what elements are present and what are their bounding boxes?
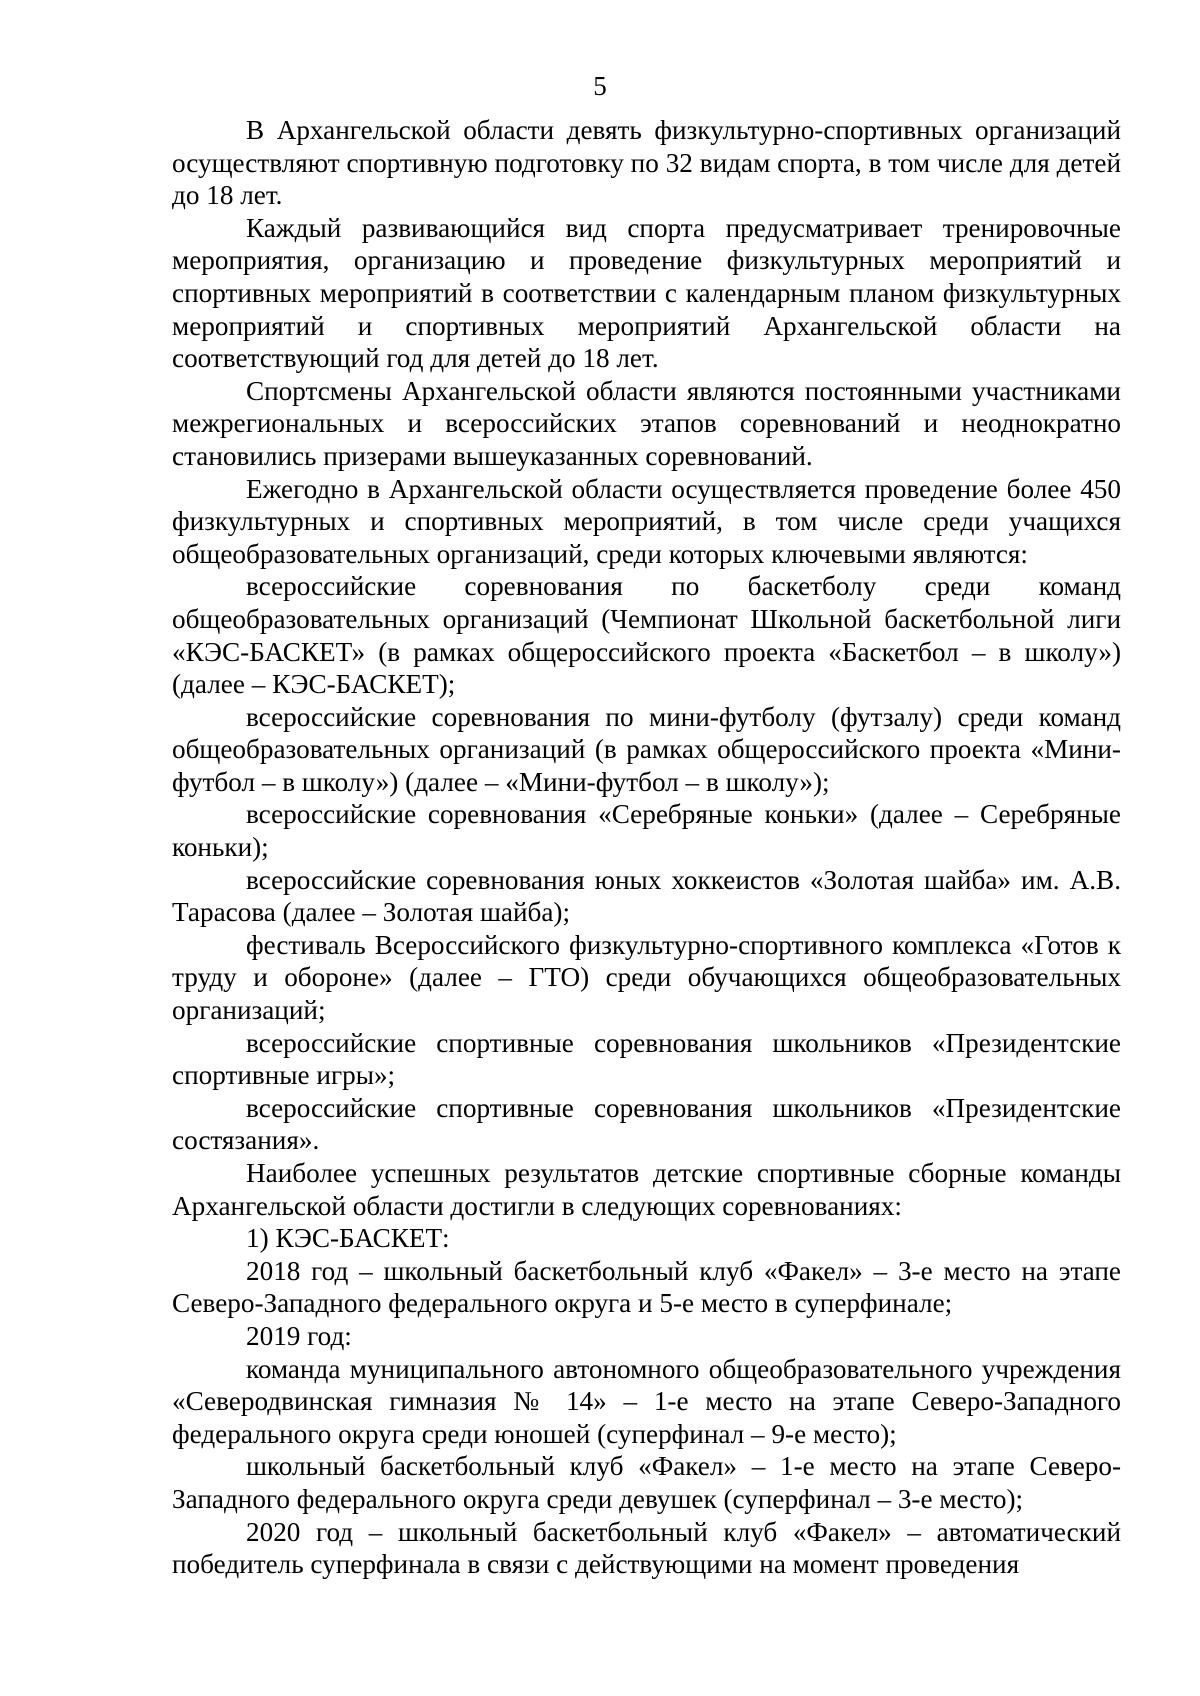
list-item: всероссийские соревнования по баскетболу среди команд общеобразовательных организаций (Чемпионат Школьной баскетбольной лиги «КЭС-БАСКЕТ» (в рамках общероссийского проекта «Баскетбол – в школу») (далее – КЭС-БАСКЕТ); [172,571,1121,700]
list-item: всероссийские соревнования по мини-футболу (футзалу) среди команд общеобразовательных организаций (в рамках общероссийского проекта «Мини-футбол – в школу») (далее – «Мини-футбол – в школу»); [172,701,1121,797]
list-item: всероссийские спортивные соревнования школьников «Президентские спортивные игры»; [172,1027,1121,1091]
list-item: всероссийские соревнования «Серебряные коньки» (далее – Серебряные коньки); [172,799,1121,863]
list-item: фестиваль Всероссийского физкультурно-спортивного комплекса «Готов к труду и обороне» (далее – ГТО) среди обучающихся общеобразовательных организаций; [172,929,1121,1026]
paragraph: команда муниципального автономного общеобразовательного учреждения «Северодвинская гимназия № 14» – 1-е место на этапе Северо-Западного федерального округа среди юношей (суперфинал – 9-е место); [172,1353,1121,1449]
paragraph: Спортсмены Архангельской области являются постоянными участниками межрегиональных и всероссийских этапов соревнований и неоднократно становились призерами вышеуказанных соревнований. [172,375,1121,471]
paragraph: Ежегодно в Архангельской области осуществляется проведение более 450 физкультурных и спортивных мероприятий, в том числе среди учащихся общеобразовательных организаций, среди которых ключевыми являются: [172,473,1121,569]
section-heading: 1) КЭС-БАСКЕТ: [246,1223,450,1254]
paragraph: 2018 год – школьный баскетбольный клуб «Факел» – 3-е место на этапе Северо-Западного федерального округа и 5-е место в суперфинале; [172,1255,1121,1319]
paragraph: В Архангельской области девять физкультурно-спортивных организаций осуществляют спортивную подготовку по 32 видам спорта, в том числе для детей до 18 лет. [172,115,1121,211]
paragraph: 2019 год: [246,1320,352,1351]
page-number: 5 [593,71,607,101]
list-item: всероссийские соревнования юных хоккеистов «Золотая шайба» им. А.В. Тарасова (далее – Золотая шайба); [172,864,1121,928]
paragraph: школьный баскетбольный клуб «Факел» – 1-е место на этапе Северо-Западного федерального округа среди девушек (суперфинал – 3-е место); [172,1451,1121,1514]
document-body [172,114,1121,1581]
paragraph: 2020 год – школьный баскетбольный клуб «Факел» – автоматический победитель суперфинала в связи с действующими на момент проведения [172,1516,1121,1580]
paragraph: Каждый развивающийся вид спорта предусматривает тренировочные мероприятия, организацию и проведение физкультурных мероприятий и спортивных мероприятий в соответствии с календарным планом физкультурных мероприятий и спортивных мероприятий Архангельской области на соответствующий год для детей до 18 лет. [172,212,1121,374]
list-item: всероссийские спортивные соревнования школьников «Президентские состязания». [172,1092,1121,1156]
paragraph: Наиболее успешных результатов детские спортивные сборные команды Архангельской области достигли в следующих соревнованиях: [172,1158,1121,1221]
